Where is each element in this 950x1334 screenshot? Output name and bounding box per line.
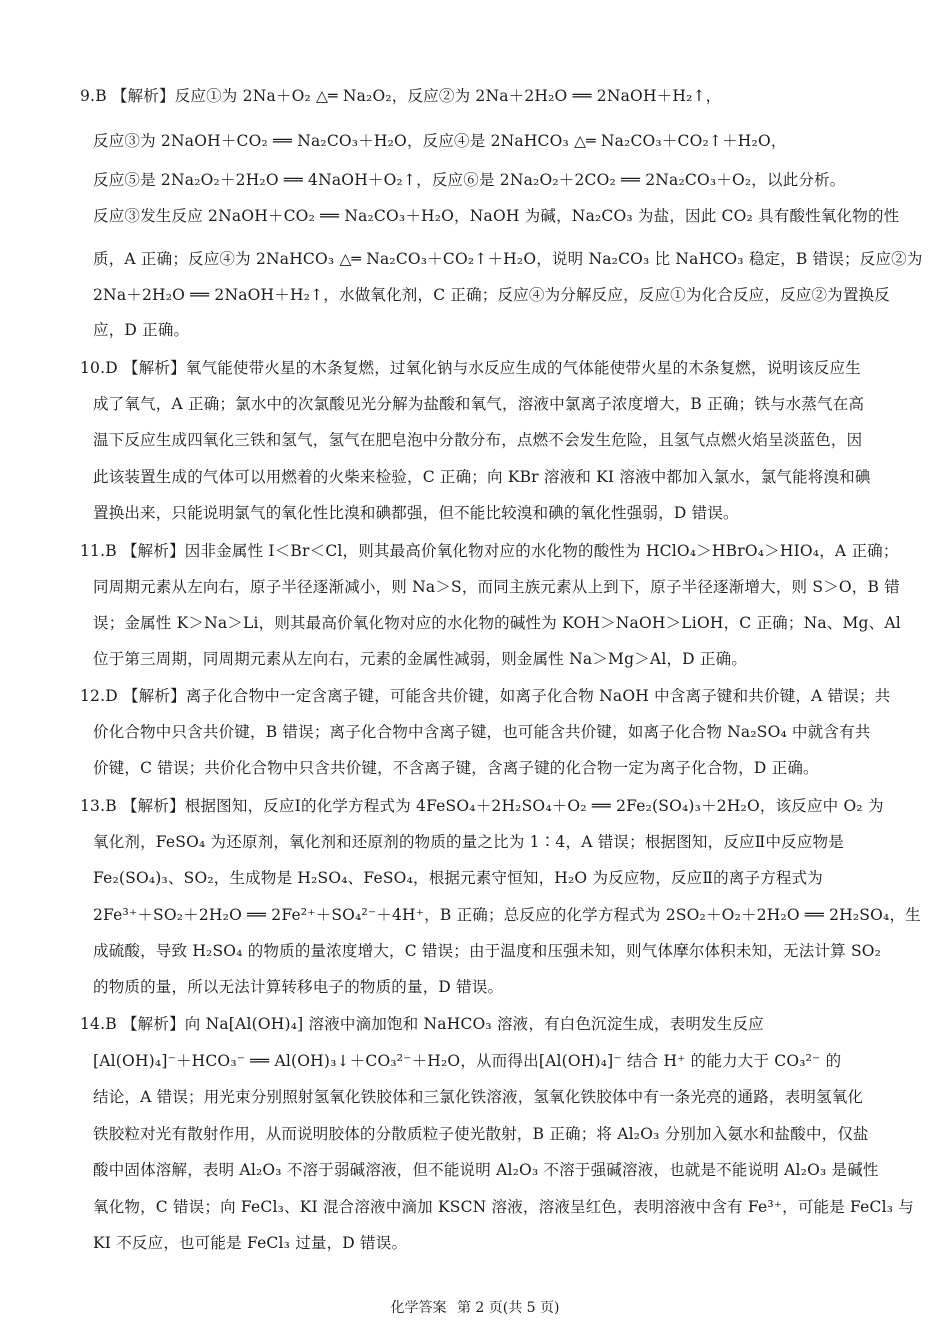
text-line: 的物质的量，所以无法计算转移电子的物质的量，D 错误。 [93, 978, 504, 996]
text-line: 11.B 【解析】因非金属性 I＜Br＜Cl，则其最高价氧化物对应的水化物的酸性为 HClO₄＞HBrO₄＞HIO₄，A 正确； [80, 542, 899, 560]
text-line: 同周期元素从左向右，原子半径逐渐减小，则 Na＞S，而同主族元素从上到下，原子半径逐渐增大，则 S＞O，B 错 [93, 578, 900, 596]
text-line: 价键，C 错误；共价化合物中只含共价键，不含离子键，含离子键的化合物一定为离子化合物，D 正确。 [93, 759, 819, 777]
text-line: 成硫酸，导致 H₂SO₄ 的物质的量浓度增大，C 错误；由于温度和压强未知，则气体摩尔体积未知，无法计算 SO₂ [93, 942, 882, 960]
text-line: 氧化物，C 错误；向 FeCl₃、KI 混合溶液中滴加 KSCN 溶液，溶液呈红色，表明溶液中含有 Fe³⁺，可能是 FeCl₃ 与 [93, 1198, 914, 1216]
text-line: 9.B 【解析】反应①为 2Na＋O₂ △═ Na₂O₂，反应②为 2Na＋2H₂O ══ 2NaOH＋H₂↑， [80, 87, 722, 105]
text-line: 应，D 正确。 [93, 321, 190, 339]
text-line: 反应③为 2NaOH＋CO₂ ══ Na₂CO₃＋H₂O，反应④是 2NaHCO₃ △═ Na₂CO₃＋CO₂↑＋H₂O， [93, 132, 787, 150]
text-line: 质，A 正确；反应④为 2NaHCO₃ △═ Na₂CO₃＋CO₂↑＋H₂O，说明 Na₂CO₃ 比 NaHCO₃ 稳定，B 错误；反应②为 [93, 250, 923, 268]
text-line: 2Na＋2H₂O ══ 2NaOH＋H₂↑，水做氧化剂，C 正确；反应④为分解反应，反应①为化合反应，反应②为置换反 [93, 286, 890, 304]
text-line: 此该装置生成的气体可以用燃着的火柴来检验，C 正确；向 KBr 溶液和 KI 溶液中都加入氯水，氯气能将溴和碘 [93, 468, 871, 486]
text-line: 位于第三周期，同周期元素从左向右，元素的金属性减弱，则金属性 Na＞Mg＞Al，D 正确。 [93, 650, 748, 668]
text-line: 氧化剂，FeSO₄ 为还原剂，氧化剂和还原剂的物质的量之比为 1∶4，A 错误；根据图知，反应Ⅱ中反应物是 [93, 833, 844, 851]
footer-page-number: 第 2 页(共 5 页) [456, 1300, 560, 1316]
text-line: 反应⑤是 2Na₂O₂＋2H₂O ══ 4NaOH＋O₂↑，反应⑥是 2Na₂O₂＋2CO₂ ══ 2Na₂CO₃＋O₂，以此分析。 [93, 171, 846, 189]
text-line: 温下反应生成四氧化三铁和氢气，氢气在肥皂泡中分散分布，点燃不会发生危险，且氢气点燃火焰呈淡蓝色，因 [93, 431, 863, 449]
text-line: 价化合物中只含共价键，B 错误；离子化合物中含离子键，也可能含共价键，如离子化合物 Na₂SO₄ 中就含有共 [93, 723, 871, 741]
text-line: 14.B 【解析】向 Na[Al(OH)₄] 溶液中滴加饱和 NaHCO₃ 溶液，有白色沉淀生成，表明发生反应 [80, 1015, 764, 1033]
text-line: 置换出来，只能说明氯气的氧化性比溴和碘都强，但不能比较溴和碘的氧化性强弱，D 错误。 [93, 504, 739, 522]
text-line: Fe₂(SO₄)₃、SO₂，生成物是 H₂SO₄、FeSO₄，根据元素守恒知，H₂O 为反应物，反应Ⅱ的离子方程式为 [93, 869, 823, 887]
text-line: 结论，A 错误；用光束分别照射氢氧化铁胶体和三氯化铁溶液，氢氧化铁胶体中有一条光亮的通路，表明氢氧化 [93, 1088, 864, 1106]
text-line: 2Fe³⁺＋SO₂＋2H₂O ══ 2Fe²⁺＋SO₄²⁻＋4H⁺，B 正确；总反应的化学方程式为 2SO₂＋O₂＋2H₂O ══ 2H₂SO₄，生 [93, 906, 921, 924]
text-line: 13.B 【解析】根据图知，反应Ⅰ的化学方程式为 4FeSO₄＋2H₂SO₄＋O₂ ══ 2Fe₂(SO₄)₃＋2H₂O，该反应中 O₂ 为 [80, 797, 884, 815]
footer-subject: 化学答案 [390, 1300, 447, 1316]
text-line: KI 不反应，也可能是 FeCl₃ 过量，D 错误。 [93, 1234, 408, 1252]
text-line: 铁胶粒对光有散射作用，从而说明胶体的分散质粒子使光散射，B 正确；将 Al₂O₃ 分别加入氨水和盐酸中，仅盐 [93, 1125, 869, 1143]
text-line: 误；金属性 K＞Na＞Li，则其最高价氧化物对应的水化物的碱性为 KOH＞NaOH＞LiOH，C 正确；Na、Mg、Al [93, 614, 901, 632]
text-line: [Al(OH)₄]⁻＋HCO₃⁻ ══ Al(OH)₃↓＋CO₃²⁻＋H₂O，从而得出[Al(OH)₄]⁻ 结合 H⁺ 的能力大于 CO₃²⁻ 的 [93, 1052, 842, 1070]
text-line: 10.D 【解析】氧气能使带火星的木条复燃，过氧化钠与水反应生成的气体能使带火星的木条复燃，说明该反应生 [80, 359, 861, 377]
text-line: 酸中固体溶解，表明 Al₂O₃ 不溶于弱碱溶液，但不能说明 Al₂O₃ 不溶于强碱溶液，也就是不能说明 Al₂O₃ 是碱性 [93, 1161, 879, 1179]
text-line: 12.D 【解析】离子化合物中一定含离子键，可能含共价键，如离子化合物 NaOH 中含离子键和共价键，A 错误；共 [80, 687, 891, 705]
text-line: 反应③发生反应 2NaOH＋CO₂ ══ Na₂CO₃＋H₂O，NaOH 为碱，Na₂CO₃ 为盐，因此 CO₂ 具有酸性氧化物的性 [93, 207, 900, 225]
page-footer [0, 1297, 950, 1317]
text-line: 成了氧气，A 正确；氯水中的次氯酸见光分解为盐酸和氧气，溶液中氯离子浓度增大，B 正确；铁与水蒸气在高 [93, 395, 865, 413]
